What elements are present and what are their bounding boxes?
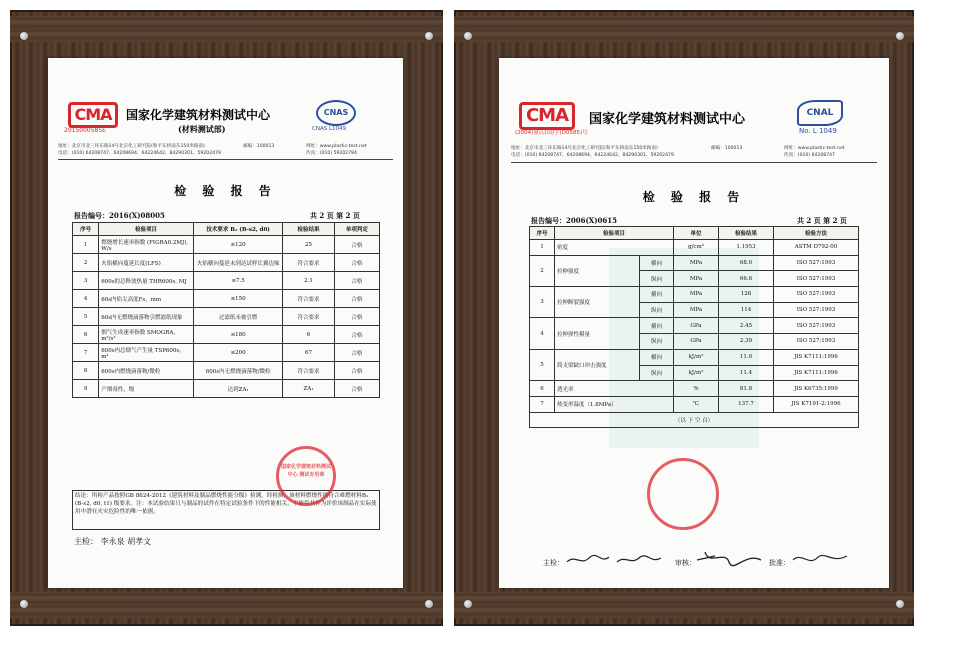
cell: 纵向 — [640, 271, 674, 287]
cell: 火焰横向蔓延未到达试样长翼边缘 — [193, 254, 283, 272]
cma-logo: CMA — [68, 102, 118, 128]
cell: 126 — [719, 287, 774, 303]
cell: 600s内总烟气产生量 TSP600s，m² — [99, 344, 194, 362]
cell: 纵向 — [640, 365, 674, 381]
frame-bottom-bar — [10, 592, 443, 618]
postcode: 邮编：100013 — [711, 146, 743, 151]
screw-icon — [20, 600, 28, 608]
cell: 7 — [530, 396, 555, 412]
screw-icon — [425, 32, 433, 40]
center-name: 国家化学建筑材料测试中心 — [589, 112, 746, 127]
table-header-row — [73, 223, 380, 236]
cell: ISO 527:1993 — [774, 271, 859, 287]
left-results-table — [72, 222, 380, 398]
table-row — [530, 412, 859, 427]
cell: 6 — [73, 326, 99, 344]
cell: 符合要求 — [283, 308, 334, 326]
postcode: 邮编：100013 — [243, 144, 275, 149]
cnal-logo: CNAL — [797, 100, 843, 126]
cell: JIS K7111:1996 — [774, 349, 859, 365]
left-wood-frame — [10, 10, 443, 626]
frame-top-bar — [10, 16, 443, 42]
table-row — [73, 290, 380, 308]
cell: 8 — [73, 362, 99, 380]
table-header-row — [530, 227, 859, 240]
cell: MPa — [674, 255, 719, 271]
header-cell: 检验结果 — [719, 227, 774, 240]
conclusion-text: 结论：所检产品按照GB 8624-2012《建筑材料及制品燃烧性能分级》检测，经检测，该材料燃烧性能符合难燃材料B₁ (B-s2, d0, t1) 级要求。注：本试验结果只与制品的试件在特定试验条件下的性能相关，不能将其作为评价该制品在实际使用中潜在火灾危险性的唯一依据。 — [72, 490, 380, 530]
cell: 2 — [530, 255, 555, 286]
cell: 114 — [719, 302, 774, 318]
cell: 66.6 — [719, 271, 774, 287]
cell: GPa — [674, 318, 719, 334]
cell: 2.1 — [283, 272, 334, 290]
cell: kJ/m² — [674, 349, 719, 365]
test-seal-stamp — [647, 458, 719, 530]
cell: 透光率 — [555, 381, 674, 397]
cell: 9 — [73, 380, 99, 398]
cell: 11.0 — [719, 349, 774, 365]
cell: 600s的总释放热量 THR600s, MJ — [99, 272, 194, 290]
cell: 达到ZA₁ — [193, 380, 283, 398]
cell: 60s内无燃烧滴落物引燃滤纸现象 — [99, 308, 194, 326]
cell: ≤7.5 — [193, 272, 283, 290]
cell: 合格 — [334, 254, 379, 272]
header-cell: 技术要求 B₁ (B-s2, d0) — [193, 223, 283, 236]
table-row — [73, 254, 380, 272]
table-row — [530, 396, 859, 412]
cell: 纵向 — [640, 334, 674, 350]
cell: ASTM D792-00 — [774, 240, 859, 256]
cell: 热变形温度（1.8MPa） — [555, 396, 674, 412]
cell: 合格 — [334, 236, 379, 254]
cell: 燃烧增长速率指数 (FIGRA0.2MJ), W/s — [99, 236, 194, 254]
cell: 横向 — [640, 287, 674, 303]
table-row — [73, 362, 380, 380]
cell: 11.4 — [719, 365, 774, 381]
table-row — [530, 240, 859, 256]
cell: 68.0 — [719, 255, 774, 271]
cell: 6 — [530, 381, 555, 397]
cma-logo: CMA — [519, 102, 575, 130]
page-count: 共 2 页 第 2 页 — [797, 216, 847, 225]
left-report-page — [48, 58, 403, 588]
cell: ≤150 — [193, 290, 283, 308]
cell: JIS K7111:1996 — [774, 365, 859, 381]
main-inspector-label: 主检： — [543, 559, 564, 567]
cell: 600s内燃烧滴落物/微粒 — [99, 362, 194, 380]
header-cell: 检验项目 — [99, 223, 194, 236]
cell: kJ/m² — [674, 365, 719, 381]
cell: 密度 — [555, 240, 674, 256]
cell: 产烟毒性，级 — [99, 380, 194, 398]
cell: 符合要求 — [283, 254, 334, 272]
cell: ISO 527:1993 — [774, 255, 859, 271]
cell: ≤120 — [193, 236, 283, 254]
table-row — [73, 272, 380, 290]
header-cell: 检验结果 — [283, 223, 334, 236]
cell: 137.7 — [719, 396, 774, 412]
cell: 烟气生成速率指数 SMOGRA，m²/s² — [99, 326, 194, 344]
right-wood-frame — [454, 10, 914, 626]
blank-note-cell: （以 下 空 白） — [530, 412, 859, 427]
table-row — [530, 381, 859, 397]
cell: 拉伸断裂强度 — [555, 287, 640, 318]
cell: ISO 527:1993 — [774, 287, 859, 303]
report-title: 检 验 报 告 — [642, 190, 746, 204]
page-count: 共 2 页 第 2 页 — [310, 211, 360, 220]
frame-bottom-bar — [454, 592, 914, 618]
report-title: 检 验 报 告 — [174, 184, 277, 198]
cell: % — [674, 381, 719, 397]
cell: 火焰横向蔓延长度(LFS) — [99, 254, 194, 272]
screw-icon — [464, 32, 472, 40]
header-cell: 单位 — [674, 227, 719, 240]
cell: 6 — [283, 326, 334, 344]
table-row — [73, 308, 380, 326]
table-row — [530, 255, 859, 271]
department: (材料测试部) — [178, 124, 226, 134]
test-seal-stamp: 国家化学建筑材料测试中心 测试专用章 — [276, 446, 336, 506]
cnas-code: CNAS L1049 — [312, 126, 347, 132]
cell: 合格 — [334, 344, 379, 362]
table-row — [530, 318, 859, 334]
cnal-code: No. L 1049 — [799, 127, 837, 135]
screw-icon — [464, 600, 472, 608]
table-row — [73, 326, 380, 344]
screw-icon — [896, 600, 904, 608]
header-cell: 检验项目 — [555, 227, 674, 240]
cell: 过滤纸未被引燃 — [193, 308, 283, 326]
header-cell: 序号 — [530, 227, 555, 240]
right-results-table — [529, 226, 859, 428]
right-report-page — [499, 58, 889, 588]
cell: MPa — [674, 271, 719, 287]
header-cell: 检验方法 — [774, 227, 859, 240]
screw-icon — [425, 600, 433, 608]
cell: ZA₁ — [283, 380, 334, 398]
cnas-logo: CNAS — [316, 100, 356, 126]
cell: ISO 527:1993 — [774, 318, 859, 334]
screw-icon — [20, 32, 28, 40]
cell: 符合要求 — [283, 290, 334, 308]
cell: ≤180 — [193, 326, 283, 344]
cell: 简支梁缺口冲击强度 — [555, 349, 640, 380]
website: 网址：www.plastic-test.net — [306, 144, 367, 149]
approver-label: 批准： — [769, 559, 790, 567]
header-divider — [58, 159, 393, 160]
handwritten-signature-icon — [565, 552, 665, 568]
cell: g/cm³ — [674, 240, 719, 256]
report-number: 报告编号：2006(X)0615 — [531, 216, 618, 225]
cell: 7 — [73, 344, 99, 362]
cell: 67 — [283, 344, 334, 362]
fax: 传真：(010) 64208747 — [784, 153, 835, 158]
cell: 横向 — [640, 255, 674, 271]
cell: 横向 — [640, 349, 674, 365]
header-divider — [511, 162, 877, 163]
cell: 合格 — [334, 290, 379, 308]
cell: 1 — [73, 236, 99, 254]
table-row — [73, 380, 380, 398]
report-number: 报告编号：2016(X)08005 — [74, 211, 165, 220]
telephone: 电话：(010) 64208747、64208694、64224642、84290301、59202479 — [511, 153, 674, 158]
cell: 合格 — [334, 362, 379, 380]
screw-icon — [896, 32, 904, 40]
cell: 符合要求 — [283, 362, 334, 380]
table-row — [73, 344, 380, 362]
reviewer-label: 审核： — [675, 559, 696, 567]
cell: 合格 — [334, 380, 379, 398]
header-cell: 序号 — [73, 223, 99, 236]
cell: 拉伸弹性模量 — [555, 318, 640, 349]
address: 地址：北京市北三环东路14号北京化工研究院(和平东桥南东150米路南) — [58, 144, 205, 149]
cell: 2.45 — [719, 318, 774, 334]
cell: 3 — [530, 287, 555, 318]
fax: 传真：(010) 59202784 — [306, 151, 357, 156]
cell: 25 — [283, 236, 334, 254]
cell: MPa — [674, 302, 719, 318]
cell: 拉伸强度 — [555, 255, 640, 286]
cell: 1.1953 — [719, 240, 774, 256]
cell: ISO 527:1993 — [774, 302, 859, 318]
website: 网址：www.plastic-test.net — [784, 146, 845, 151]
cell: ISO 527:1993 — [774, 334, 859, 350]
cell: 横向 — [640, 318, 674, 334]
center-name: 国家化学建筑材料测试中心 — [126, 108, 271, 122]
inspector-signature: 主检： 李永泉 胡孝文 — [74, 537, 152, 546]
cma-code: (2004)量认(国)字(D0585)号 — [515, 130, 588, 136]
cell: 2 — [73, 254, 99, 272]
table-row — [73, 236, 380, 254]
cell: 1 — [530, 240, 555, 256]
cell: ≤200 — [193, 344, 283, 362]
address: 地址：北京市北三环东路14号北京化工研究院(和平东桥南东150米路南) — [511, 146, 658, 151]
header-cell: 单项判定 — [334, 223, 379, 236]
cell: JIS K7191-2:1996 — [774, 396, 859, 412]
cell: 60s内焰尖高度Fs，mm — [99, 290, 194, 308]
cell: ℃ — [674, 396, 719, 412]
cell: GPa — [674, 334, 719, 350]
handwritten-signature-icon — [791, 550, 851, 568]
cell: 4 — [73, 290, 99, 308]
table-row — [530, 349, 859, 365]
cell: 81.8 — [719, 381, 774, 397]
cell: 合格 — [334, 308, 379, 326]
telephone: 电话：(010) 64208747、64208694、64224642、84290301、59202479 — [58, 151, 221, 156]
cell: 5 — [530, 349, 555, 380]
frame-top-bar — [454, 16, 914, 42]
handwritten-signature-icon — [695, 548, 765, 568]
cell: 合格 — [334, 272, 379, 290]
cell: 3 — [73, 272, 99, 290]
cell: 5 — [73, 308, 99, 326]
cell: 合格 — [334, 326, 379, 344]
cell: MPa — [674, 287, 719, 303]
cell: 纵向 — [640, 302, 674, 318]
cell: 4 — [530, 318, 555, 349]
cell: 2.39 — [719, 334, 774, 350]
cma-code: 2015000585E — [64, 127, 106, 134]
table-row — [530, 287, 859, 303]
cell: JIS K6735:1999 — [774, 381, 859, 397]
cell: 600s内无燃烧滴落物/微粒 — [193, 362, 283, 380]
